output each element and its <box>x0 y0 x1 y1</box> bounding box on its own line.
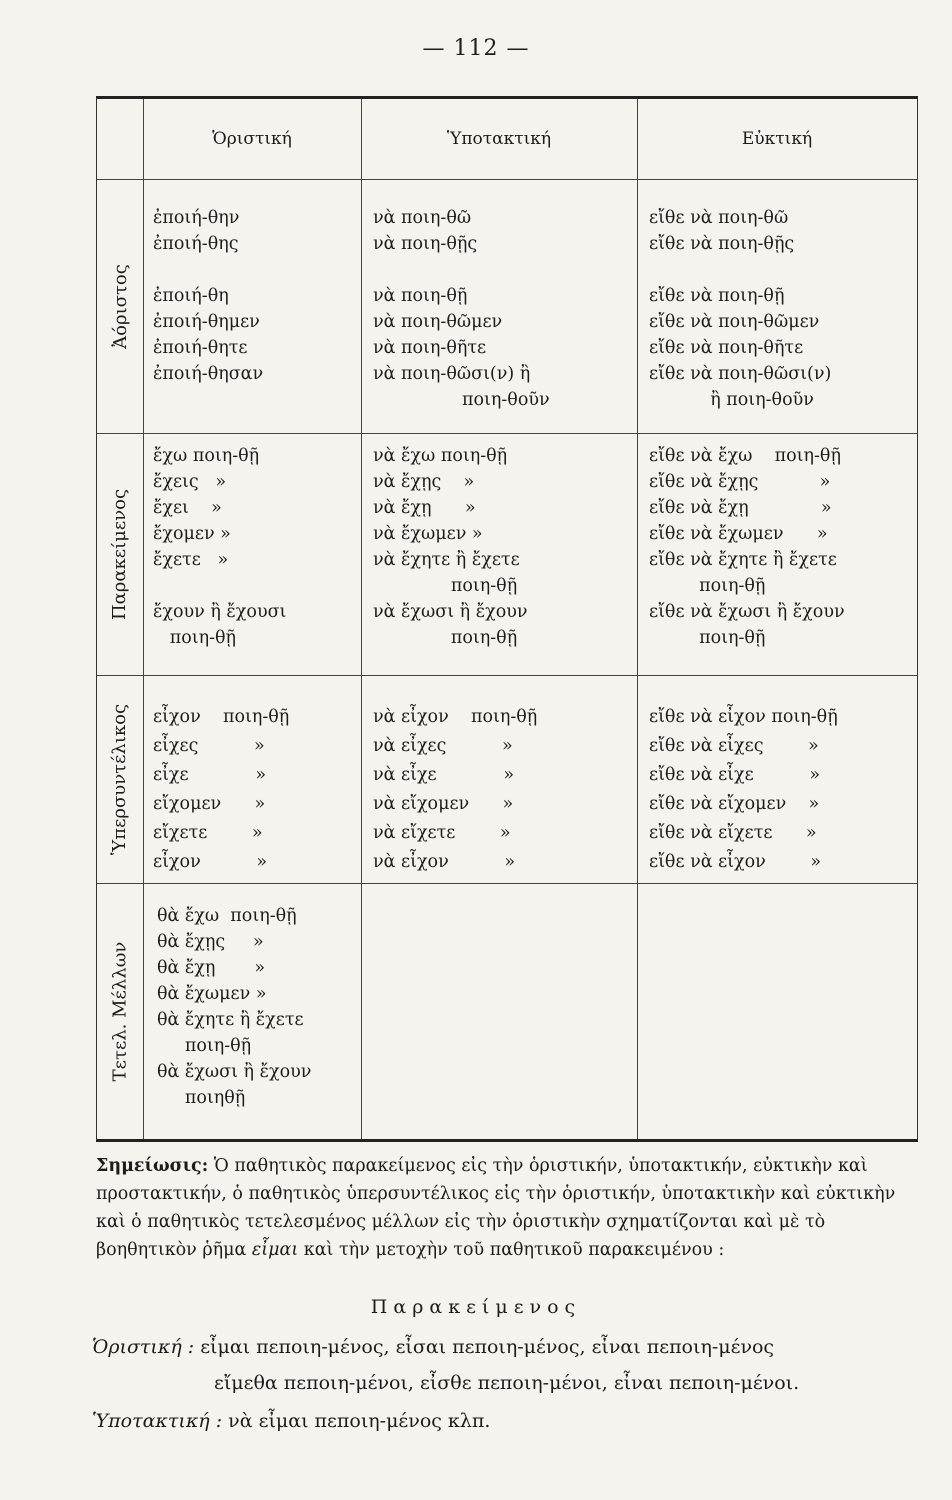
note-paragraph <box>96 1152 926 1264</box>
table-rule <box>361 99 362 1139</box>
note-verb: εἶμαι <box>251 1240 299 1260</box>
example-subjunctive-forms: νὰ εἶμαι πεποιη-μένος κλπ. <box>222 1410 491 1432</box>
tense-label-pluperfect <box>97 675 143 883</box>
table-rule <box>97 179 917 180</box>
table-rule <box>97 433 917 434</box>
header-optative: Εὐκτική <box>741 129 813 149</box>
aorist-indicative: ἐποιή-θην ἐποιή-θης ἐποιή-θη ἐποιή-θημεν ἐποιή-θητε ἐποιή-θησαν <box>153 208 264 384</box>
example-title: Παρακείμενος <box>370 1296 582 1318</box>
perfect-optative: εἴθε νὰ ἔχω ποιη-θῇ εἴθε νὰ ἔχῃς » εἴθε νὰ ἔχῃ » εἴθε νὰ ἔχωμεν » εἴθε νὰ ἔχητε ἢ ἔχετε ποιη-θῇ εἴθε νὰ ἔχωσι ἢ ἔχουν ποιη-θῇ <box>649 446 845 648</box>
pluperfect-subjunctive: νὰ εἶχον ποιη-θῇ νὰ εἶχες » νὰ εἶχε » νὰ εἴχομεν » νὰ εἴχετε » νὰ εἶχον » <box>373 707 538 872</box>
page-number: — 112 — <box>422 36 530 61</box>
perfect-indicative: ἔχω ποιη-θῇ ἔχεις » ἔχει » ἔχομεν » ἔχετε » ἔχουν ἢ ἔχουσι ποιη-θῇ <box>153 446 287 648</box>
aorist-subjunctive: νὰ ποιη-θῶ νὰ ποιη-θῇς νὰ ποιη-θῇ νὰ ποιη-θῶμεν νὰ ποιη-θῆτε νὰ ποιη-θῶσι(ν) ἢ ποιη-θοῦν <box>373 208 550 410</box>
table-rule <box>97 883 917 884</box>
table-rule <box>97 675 917 676</box>
example-subjunctive-line <box>92 1410 490 1432</box>
pluperfect-indicative: εἶχον ποιη-θῇ εἶχες » εἶχε » εἴχομεν » εἴχετε » εἶχον » <box>153 707 290 872</box>
note-text-a: Ὁ παθητικὸς παρακείμενος εἰς τὴν ὁριστικήν, ὑποτακτικήν, εὐκτικὴν καὶ προστακτικήν, ὁ παθητικὸς ὑπερσυντέλικος εἰς τὴν ὁριστικήν, ὑποτακτικὴν καὶ εὐκτικὴν καὶ ὁ παθητικὸς τετελεσμένος μέλλων εἰς τὴν ὁριστικὴν σχηματίζονται καὶ μὲ τὸ βοηθητικὸν ῥῆμα <box>96 1156 896 1260</box>
aorist-optative: εἴθε νὰ ποιη-θῶ εἴθε νὰ ποιη-θῇς εἴθε νὰ ποιη-θῇ εἴθε νὰ ποιη-θῶμεν εἴθε νὰ ποιη-θῆτε εἴθε νὰ ποιη-θῶσι(ν) ἢ ποιη-θοῦν <box>649 208 832 410</box>
table-rule <box>143 99 144 1139</box>
header-indicative: Ὁριστική <box>212 129 292 149</box>
pluperfect-optative: εἴθε νὰ εἶχον ποιη-θῇ εἴθε νὰ εἶχες » εἴθε νὰ εἶχε » εἴθε νὰ εἴχομεν » εἴθε νὰ εἴχετε » εἴθε νὰ εἶχον » <box>649 707 838 872</box>
example-indicative-line-2: εἴμεθα πεποιη-μένοι, εἶσθε πεποιη-μένοι, εἶναι πεποιη-μένοι. <box>214 1372 800 1394</box>
tense-label-future-perfect <box>97 883 143 1139</box>
perfect-subjunctive: νὰ ἔχω ποιη-θῇ νὰ ἔχῃς » νὰ ἔχῃ » νὰ ἔχωμεν » νὰ ἔχητε ἢ ἔχετε ποιη-θῇ νὰ ἔχωσι ἢ ἔχουν ποιη-θῇ <box>373 446 528 648</box>
example-indicative-label: Ὁριστική : <box>92 1336 195 1358</box>
tense-label-future-perfect-text: Τετελ. Μέλλων <box>109 941 131 1081</box>
example-subjunctive-label: Ὑποτακτική : <box>92 1410 223 1432</box>
note-text-b: καὶ τὴν μετοχὴν τοῦ παθητικοῦ παρακειμένου : <box>298 1240 725 1260</box>
example-indicative-forms-1: εἶμαι πεποιη-μένος, εἶσαι πεποιη-μένος, εἶναι πεποιη-μένος <box>194 1336 775 1358</box>
example-indicative-line-1 <box>92 1336 774 1358</box>
header-subjunctive: Ὑποτακτική <box>446 129 552 149</box>
tense-label-aorist-text: Ἀόριστος <box>109 263 131 349</box>
note-label: Σημείωσις: <box>96 1156 209 1176</box>
conjugation-table <box>96 96 918 1142</box>
future-perfect-indicative: θὰ ἔχω ποιη-θῇ θὰ ἔχῃς » θὰ ἔχῃ » θὰ ἔχωμεν » θὰ ἔχητε ἢ ἔχετε ποιη-θῇ θὰ ἔχωσι ἢ ἔχουν ποιηθῇ <box>157 906 312 1108</box>
table-rule <box>637 99 638 1139</box>
tense-label-aorist <box>97 179 143 433</box>
tense-label-pluperfect-text: Ὑπερσυντέλικος <box>109 703 131 855</box>
tense-label-perfect-text: Παρακείμενος <box>109 488 131 620</box>
tense-label-perfect <box>97 433 143 675</box>
